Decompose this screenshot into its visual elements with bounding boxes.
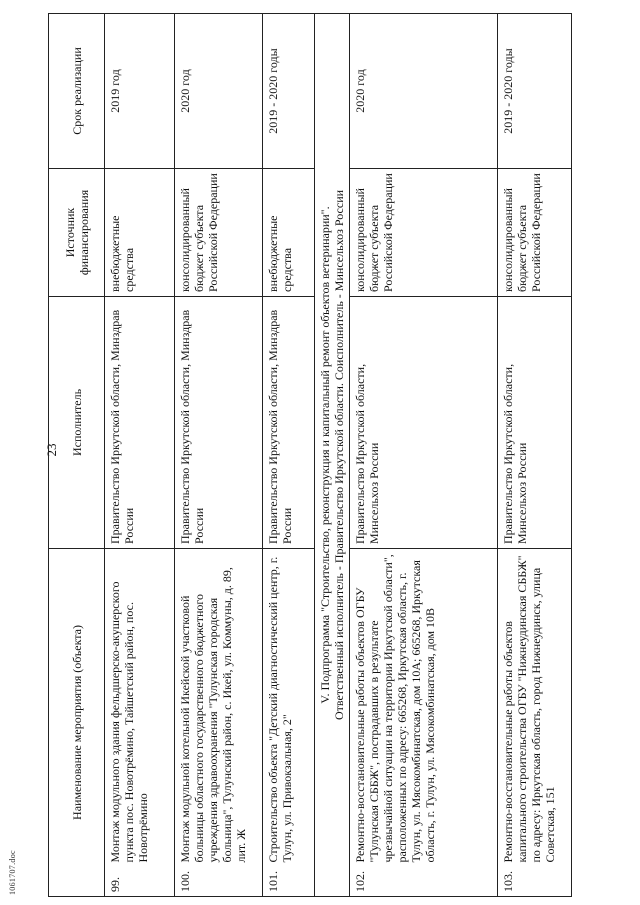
page-number: 23: [44, 443, 59, 457]
measure-term: 2019 - 2020 годы: [498, 13, 572, 168]
subprogram-section-row: [315, 13, 350, 896]
row-number: 103.: [498, 867, 572, 897]
measure-term: 2020 год: [350, 13, 498, 168]
header-term: Срок реализации: [49, 13, 105, 168]
header-source: Источник финансирования: [49, 168, 105, 296]
measure-executor: Правительство Иркутской области, Минздрав России: [105, 296, 175, 548]
measure-source: внебюджетные средства: [105, 168, 175, 296]
table-row: [263, 13, 315, 896]
subprogram-heading: [315, 13, 350, 896]
measure-name: Монтаж модульной котельной Икейской участковой больницы областного государственного бюджетного учреждения здравоохранения "Тулунская городская больница", Тулунский район, с. Икей, ул. Коммуны, д. 89, лит. Ж: [175, 548, 263, 866]
measure-source: консолидированный бюджет субъекта Российской Федерации: [498, 168, 572, 296]
measure-executor: Правительство Иркутской области, Минздрав России: [175, 296, 263, 548]
measure-source: внебюджетные средства: [263, 168, 315, 296]
measures-table: [48, 13, 572, 897]
measure-executor: Правительство Иркутской области, Минздрав России: [263, 296, 315, 548]
measure-name: Ремонтно-восстановительные работы объектов ОГБУ "Тулунская СББЖ", пострадавших в результате чрезвычайной ситуации на территории Иркутской области", расположенных по адресу: 665268, Иркутская область, г. Тулун, ул. Мясокомбинатская, дом 10А; 665268, Иркутская область, г. Тулун, ул. Мясокомбинатская, дом 10В: [350, 548, 498, 866]
measure-term: 2019 год: [105, 13, 175, 168]
footer-code: 1061707.doc: [8, 850, 17, 895]
measure-executor: Правительство Иркутской области, Минсельхоз России: [350, 296, 498, 548]
table-row: [350, 13, 498, 896]
table-row: [175, 13, 263, 896]
subprogram-responsible: Ответственный исполнитель - Правительство Иркутской области. Соисполнитель - Минсельхоз России: [332, 189, 346, 721]
measure-executor: Правительство Иркутской области, Минсельхоз России: [498, 296, 572, 548]
subprogram-title: V. Подпрограмма "Строительство, реконструкция и капитальный ремонт объектов ветеринарии".: [318, 206, 332, 704]
header-executor: Исполнитель: [49, 296, 105, 548]
row-number: 102.: [350, 867, 498, 897]
measure-name: Монтаж модульного здания фельдшерско-акушерского пункта пос. Новотрёмино, Тайшетский район, пос. Новотрёмино: [105, 548, 175, 866]
measure-source: консолидированный бюджет субъекта Российской Федерации: [350, 168, 498, 296]
measure-name: Строительство объекта "Детский диагностический центр, г. Тулун, ул. Привокзальная, 2": [263, 548, 315, 866]
measure-source: консолидированный бюджет субъекта Российской Федерации: [175, 168, 263, 296]
header-name: Наименование мероприятия (объекта): [49, 548, 105, 896]
row-number: 101.: [263, 867, 315, 897]
table-row: [498, 13, 572, 896]
table-header-row: [49, 13, 105, 896]
row-number: 100.: [175, 867, 263, 897]
row-number: 99.: [105, 867, 175, 897]
table-row: [105, 13, 175, 896]
measure-name: Ремонтно-восстановительные работы объектов капитального строительства ОГБУ "Нижнеудинская СББЖ" по адресу: Иркутская область, город Нижнеудинск, улица Советская, 151: [498, 548, 572, 866]
measure-term: 2020 год: [175, 13, 263, 168]
measure-term: 2019 - 2020 годы: [263, 13, 315, 168]
